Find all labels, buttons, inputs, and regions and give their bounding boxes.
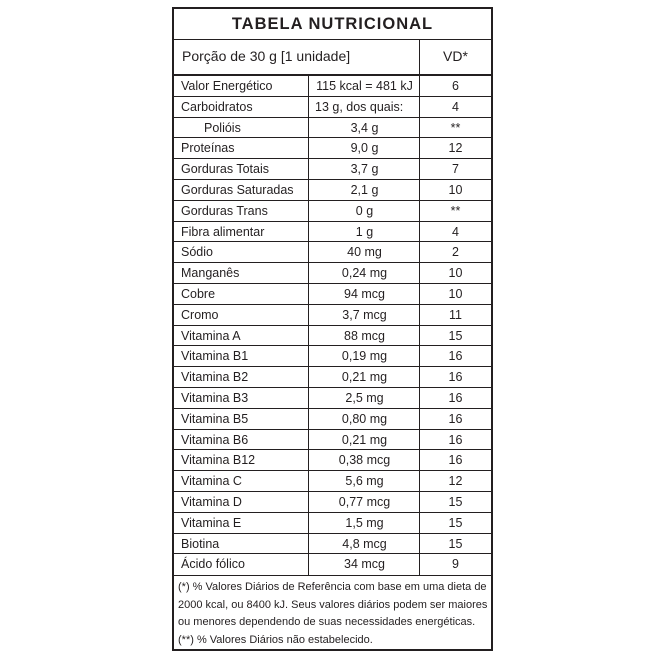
nutrient-name: Carboidratos: [181, 99, 253, 114]
nutrient-vd: 16: [448, 370, 463, 385]
nutrient-name: Gorduras Trans: [181, 203, 268, 218]
table-row: [174, 534, 491, 555]
nutrient-vd: **: [450, 203, 461, 218]
table-row: [174, 97, 491, 118]
table-row: [174, 138, 491, 159]
table-row: [174, 409, 491, 430]
nutrient-name: Valor Energético: [181, 79, 273, 93]
nutrient-name: Proteínas: [181, 141, 235, 156]
table-row: [174, 450, 491, 471]
nutrient-amount: 0,80 mg: [341, 411, 388, 426]
table-row: [174, 513, 491, 534]
footnote-line: 2000 kcal, ou 8400 kJ. Seus valores diários podem ser maiores: [178, 598, 488, 611]
nutrient-vd: 7: [452, 162, 459, 177]
nutrient-name: Manganês: [181, 266, 240, 281]
vd-column-divider-header: [419, 40, 420, 76]
nutrient-name: Vitamina B1: [181, 349, 249, 364]
table-row: [174, 284, 491, 305]
nutrient-name: Gorduras Totais: [181, 162, 270, 177]
nutrient-name: Vitamina A: [181, 328, 241, 343]
table-row: [174, 554, 491, 575]
table-row: [174, 492, 491, 513]
nutrient-name: Cobre: [181, 287, 216, 301]
nutrient-vd: 12: [448, 474, 463, 489]
nutrient-vd: 10: [448, 183, 463, 197]
portion-row: [174, 40, 491, 76]
nutrient-amount: 3,4 g: [350, 120, 379, 135]
nutrient-name: Polióis: [204, 120, 241, 135]
table-row: [174, 388, 491, 409]
table-row: [174, 201, 491, 222]
nutrient-vd: 15: [448, 515, 463, 530]
table-row: [174, 76, 491, 97]
table-row: [174, 430, 491, 451]
nutrient-name: Ácido fólico: [181, 557, 245, 572]
nutrient-amount: 1 g: [355, 224, 374, 239]
table-row: [174, 242, 491, 263]
table-row: [174, 159, 491, 180]
nutrient-vd: **: [450, 120, 461, 135]
table-row: [174, 367, 491, 388]
nutrient-amount: 94 mcg: [344, 287, 385, 301]
nutrient-amount: 9,0 g: [350, 141, 379, 156]
nutrient-amount: 3,7 g: [350, 162, 379, 177]
nutrient-amount: 4,8 mcg: [342, 536, 387, 551]
nutrient-amount: 5,6 mg: [345, 474, 384, 489]
table-row: [174, 222, 491, 243]
nutrient-vd: 15: [448, 328, 463, 343]
nutrient-vd: 12: [448, 141, 463, 156]
nutrient-name: Vitamina C: [181, 474, 242, 489]
nutrient-amount: 40 mg: [347, 245, 382, 260]
nutrient-name: Vitamina B6: [181, 432, 249, 447]
nutrient-vd: 11: [449, 307, 462, 322]
nutrient-amount: 0,19 mg: [341, 349, 388, 364]
nutrient-amount: 88 mcg: [344, 328, 385, 343]
nutrient-vd: 4: [452, 224, 459, 239]
table-row: [174, 326, 491, 347]
table-row: [174, 263, 491, 284]
nutrient-amount: 115 kcal = 481 kJ: [316, 79, 413, 93]
table-row: [174, 118, 491, 139]
nutrient-amount: 0,24 mg: [341, 266, 388, 281]
nutrient-name: Vitamina B2: [181, 370, 249, 385]
nutrient-name: Sódio: [181, 245, 213, 260]
nutrition-table: [172, 7, 493, 651]
nutrient-amount: 0,21 mg: [341, 432, 388, 447]
footnote-line: ou menores dependendo de suas necessidades energéticas.: [178, 616, 476, 628]
nutrient-amount: 0 g: [355, 203, 374, 218]
footnote-line: (**) % Valores Diários não estabelecido.: [178, 633, 373, 646]
nutrient-amount: 0,77 mcg: [338, 495, 391, 509]
nutrient-vd: 9: [452, 557, 459, 572]
nutrient-vd: 10: [448, 266, 463, 281]
table-row: [174, 305, 491, 326]
nutrient-amount: 2,1 g: [350, 183, 379, 197]
table-row: [174, 180, 491, 201]
table-title: TABELA NUTRICIONAL: [174, 9, 491, 40]
nutrient-name: Fibra alimentar: [181, 224, 265, 239]
nutrient-name: Vitamina B3: [181, 391, 249, 405]
nutrient-amount: 3,7 mcg: [342, 307, 387, 322]
nutrient-amount: 34 mcg: [344, 557, 385, 572]
nutrient-vd: 16: [448, 391, 463, 405]
nutrient-rows: [174, 76, 491, 575]
nutrient-vd: 15: [448, 536, 463, 551]
nutrient-amount: 1,5 mg: [345, 515, 384, 530]
nutrient-vd: 15: [448, 495, 463, 509]
nutrient-vd: 16: [448, 453, 463, 468]
nutrient-vd: 16: [448, 432, 463, 447]
nutrient-vd: 10: [448, 287, 463, 301]
nutrient-vd: 6: [452, 79, 459, 93]
nutrient-amount: 0,21 mg: [341, 370, 388, 385]
table-row: [174, 346, 491, 367]
nutrient-name: Biotina: [181, 536, 220, 551]
nutrient-name: Cromo: [181, 307, 219, 322]
footnotes: [174, 575, 491, 651]
nutrient-vd: 4: [452, 99, 459, 114]
nutrient-amount: 0,38 mcg: [338, 453, 391, 468]
nutrient-amount: 2,5 mg: [345, 391, 384, 405]
nutrient-name: Vitamina B5: [181, 411, 249, 426]
nutrient-vd: 16: [448, 349, 463, 364]
nutrient-name: Gorduras Saturadas: [181, 183, 294, 197]
nutrient-name: Vitamina B12: [181, 453, 256, 468]
nutrient-name: Vitamina E: [181, 515, 242, 530]
table-row: [174, 471, 491, 492]
nutrient-vd: 2: [452, 245, 459, 260]
nutrient-amount: 13 g, dos quais:: [315, 99, 404, 114]
nutrient-vd: 16: [448, 411, 463, 426]
footnote-line: (*) % Valores Diários de Referência com base em uma dieta de: [178, 581, 487, 593]
portion-label: Porção de 30 g [1 unidade]: [182, 48, 351, 64]
nutrient-name: Vitamina D: [181, 495, 242, 509]
vd-header: VD*: [443, 48, 468, 64]
